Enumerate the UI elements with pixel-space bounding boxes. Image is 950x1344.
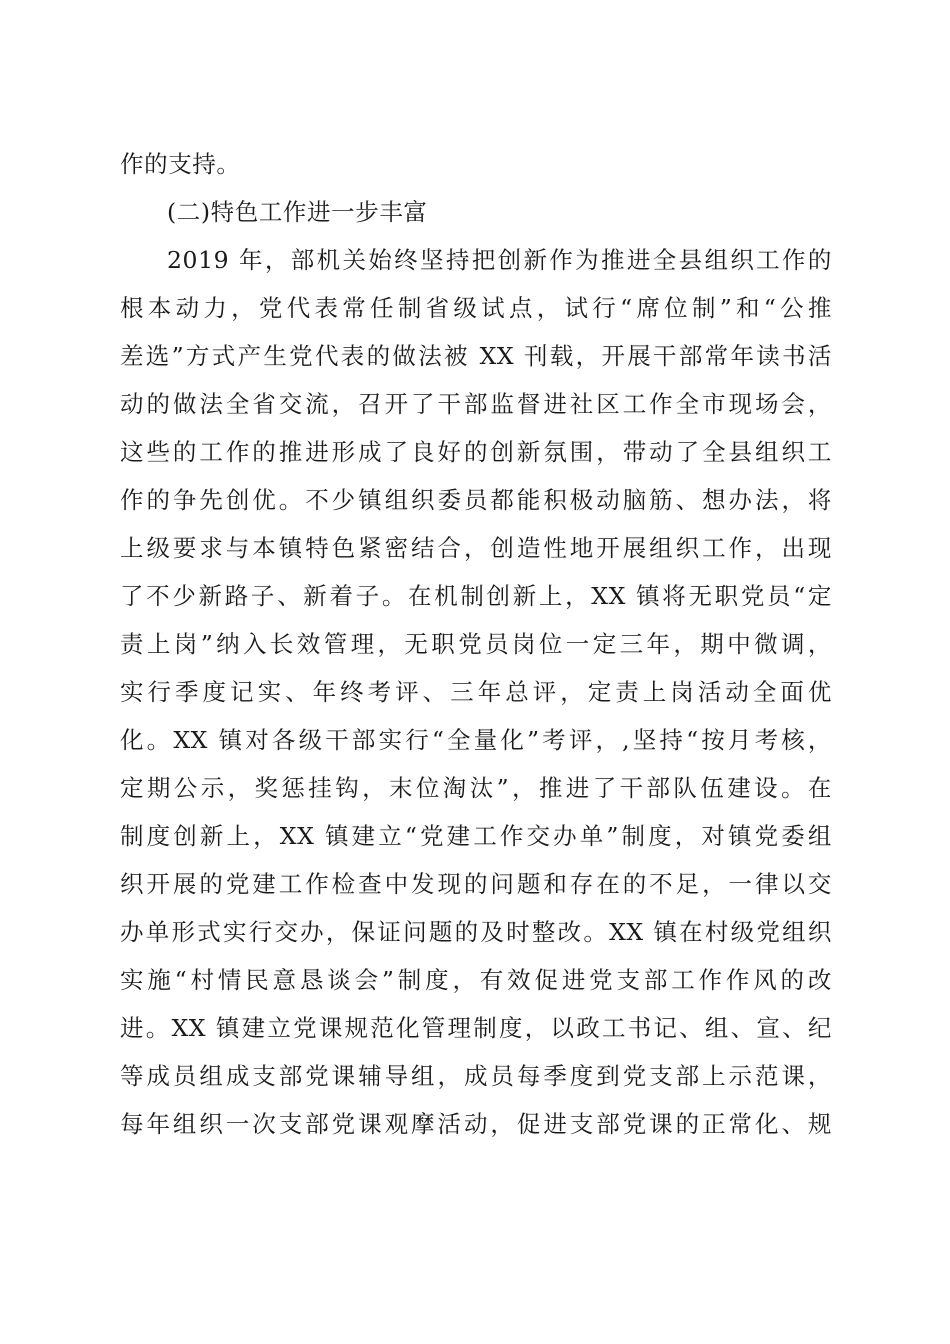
text-line: 实行季度记实、年终考评、三年总评，定责上岗活动全面优 xyxy=(120,678,832,706)
text-line: 定期公示，奖惩挂钩，末位淘汰”，推进了干部队伍建设。在 xyxy=(120,774,832,802)
section-heading: (二)特色工作进一步丰富 xyxy=(167,198,428,226)
text-line: 办单形式实行交办，保证问题的及时整改。XX 镇在村级党组织 xyxy=(120,918,832,946)
text-line: 进。XX 镇建立党课规范化管理制度，以政工书记、组、宣、纪 xyxy=(120,1014,832,1042)
text-line: 织开展的党建工作检查中发现的问题和存在的不足，一律以交 xyxy=(120,870,832,898)
text-line: 2019 年，部机关始终坚持把创新作为推进全县组织工作的 xyxy=(167,246,832,274)
text-line: 等成员组成支部党课辅导组，成员每季度到党支部上示范课， xyxy=(120,1062,832,1090)
text-line: 责上岗”纳入长效管理，无职党员岗位一定三年，期中微调， xyxy=(120,630,832,658)
text-line: 实施“村情民意恳谈会”制度，有效促进党支部工作作风的改 xyxy=(120,966,832,994)
text-line: 差选”方式产生党代表的做法被 XX 刊载，开展干部常年读书活 xyxy=(120,342,832,370)
text-line: 了不少新路子、新着子。在机制创新上，XX 镇将无职党员“定 xyxy=(120,582,832,610)
text-line: 根本动力，党代表常任制省级试点，试行“席位制”和“公推 xyxy=(120,294,832,322)
text-line: 每年组织一次支部党课观摩活动，促进支部党课的正常化、规 xyxy=(120,1110,832,1138)
text-line: 作的支持。 xyxy=(120,150,241,178)
text-line: 制度创新上，XX 镇建立“党建工作交办单”制度，对镇党委组 xyxy=(120,822,832,850)
text-line: 化。XX 镇对各级干部实行“全量化”考评，,坚持“按月考核， xyxy=(120,726,832,754)
text-line: 作的争先创优。不少镇组织委员都能积极动脑筋、想办法，将 xyxy=(120,486,832,514)
text-line: 上级要求与本镇特色紧密结合，创造性地开展组织工作，出现 xyxy=(120,534,832,562)
text-line: 这些的工作的推进形成了良好的创新氛围，带动了全县组织工 xyxy=(120,438,832,466)
text-line: 动的做法全省交流，召开了干部监督进社区工作全市现场会， xyxy=(120,390,832,418)
document-body xyxy=(120,140,832,1148)
